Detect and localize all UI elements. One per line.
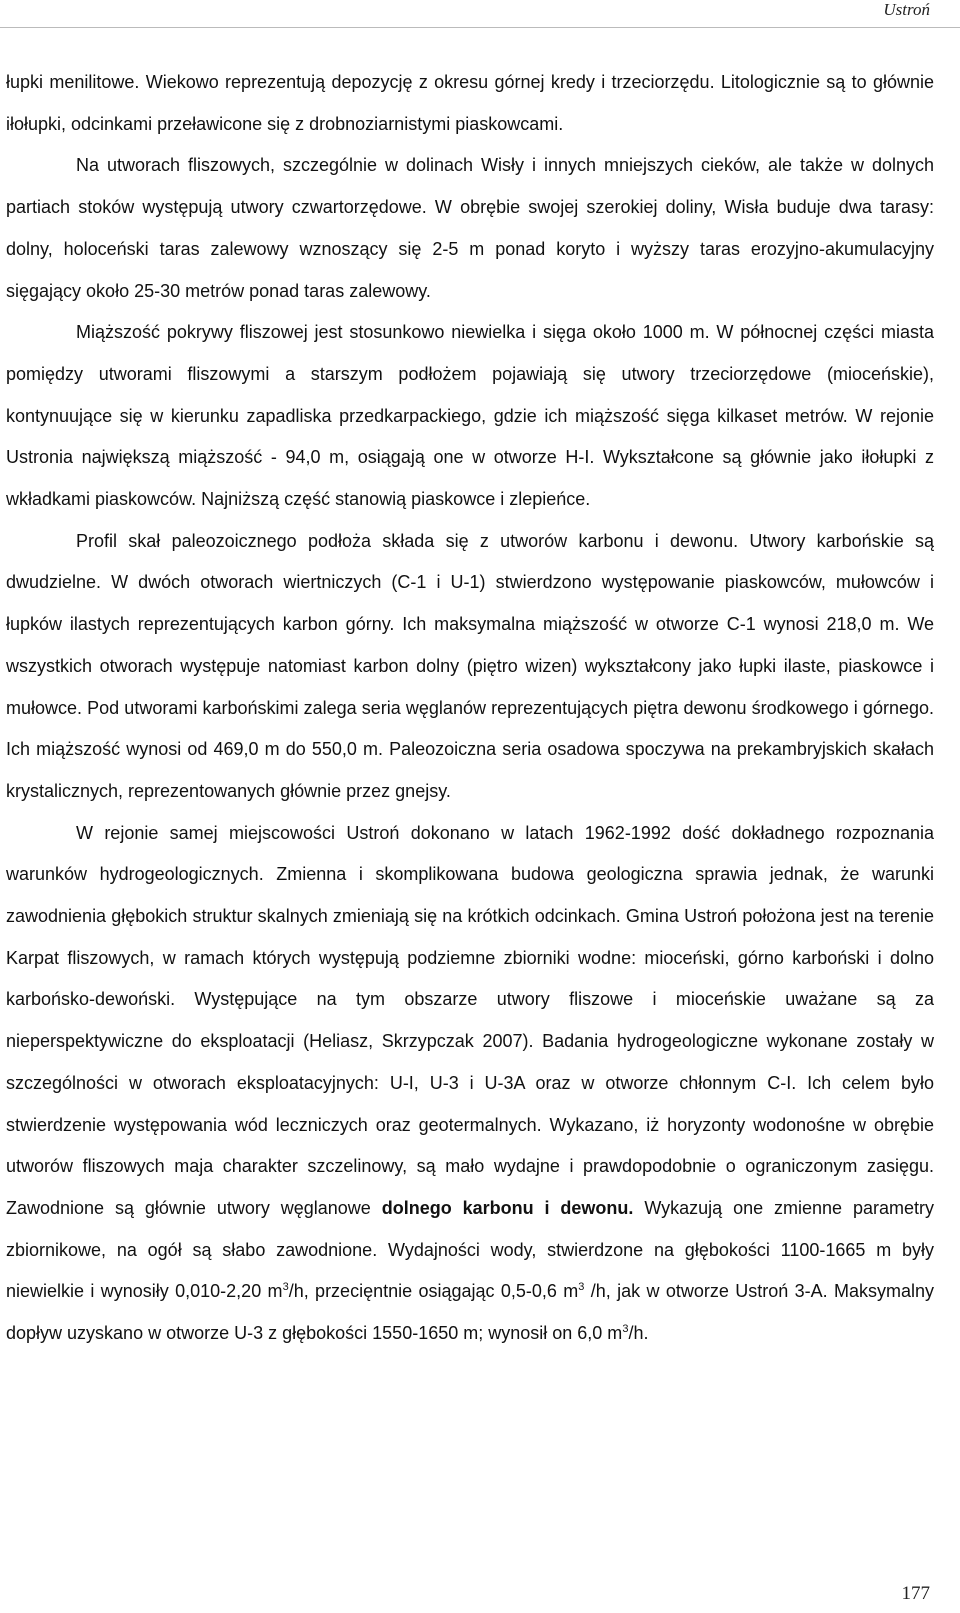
paragraph-text: Wykazują one zmienne parametry zbiornikowe, na ogół są słabo zawodnione. Wydajności wody, stwierdzone na głębokości 1100-1665 m były niewielkie i wynosiły 0,010-2,20 m: [6, 1197, 934, 1302]
superscript: 3: [282, 1281, 289, 1294]
document-body: [6, 62, 934, 1355]
paragraph-5: [6, 813, 934, 1355]
running-header: Ustroń: [883, 0, 930, 19]
paragraph-text: łupki menilitowe. Wiekowo reprezentują depozycję z okresu górnej kredy i trzeciorzędu. Litologicznie są to głównie iłołupki, odcinkami przeławicone się z drobnoziarnistymi piaskowcami.: [6, 72, 934, 134]
paragraph-text: W rejonie samej miejscowości Ustroń dokonano w latach 1962-1992 dość dokładnego rozpoznania warunków hydrogeologicznych. Zmienna i skomplikowana budowa geologiczna sprawia jednak, że warunki zawodnienia głębokich struktur skalnych zmieniają się na krótkich odcinkach. Gmina Ustroń położona jest na terenie Karpat fliszowych, w ramach których występują podziemne zbiorniki wodne: mioceński, górno karboński i dolno karbońsko-dewoński. Występujące na tym obszarze utwory fliszowe i mioceńskie uważane są za nieperspektywiczne do eksploatacji (Heliasz, Skrzypczak 2007). Badania hydrogeologiczne wykonane zostały w szczególności w otworach eksploatacyjnych: U-I, U-3 i U-3A oraz w otworze chłonnym C-I. Ich celem było stwierdzenie występowania wód leczniczych oraz geotermalnych. Wykazano, iż horyzonty wodonośne w obrębie utworów fliszowych maja charakter szczelinowy, są mało wydajne i prawdopodobnie o ograniczonym zasięgu. Zawodnione są głównie utwory węglanowe: [6, 822, 934, 1218]
paragraph-2: [6, 145, 934, 312]
paragraph-text: /h.: [628, 1323, 649, 1344]
superscript: 3: [578, 1281, 585, 1294]
paragraph-text: Miąższość pokrywy fliszowej jest stosunkowo niewielka i sięga około 1000 m. W północnej części miasta pomiędzy utworami fliszowymi a starszym podłożem pojawiają się utwory trzeciorzędowe (mioceńskie), kontynuujące się w kierunku zapadliska przedkarpackiego, gdzie ich miąższość sięga kilkaset metrów. W rejonie Ustronia największą miąższość - 94,0 m, osiągają one w otworze H-I. Wykształcone są głównie jako iłołupki z wkładkami piaskowców. Najniższą część stanowią piaskowce i zlepieńce.: [6, 322, 934, 510]
paragraph-text: Profil skał paleozoicznego podłoża składa się z utworów karbonu i dewonu. Utwory karbońskie są dwudzielne. W dwóch otworach wiertniczych (C-1 i U-1) stwierdzono występowanie piaskowców, mułowców i łupków ilastych reprezentujących karbon górny. Ich maksymalna miąższość w otworze C-1 wynosi 218,0 m. We wszystkich otworach występuje natomiast karbon dolny (piętro wizen) wykształcony jako łupki ilaste, piaskowce i mułowce. Pod utworami karbońskimi zalega seria węglanów reprezentujących piętra dewonu środkowego i górnego. Ich miąższość wynosi od 469,0 m do 550,0 m. Paleozoiczna seria osadowa spoczywa na prekambryjskich skałach krystalicznych, reprezentowanych głównie przez gnejsy.: [6, 530, 934, 801]
paragraph-3: [6, 312, 934, 521]
paragraph-1: [6, 62, 934, 145]
bold-phrase: dolnego karbonu i dewonu.: [381, 1197, 634, 1218]
header-rule: [0, 27, 960, 28]
superscript: 3: [622, 1323, 629, 1336]
paragraph-text: /h, jak w otworze Ustroń 3-A. Maksymalny dopływ uzyskano w otworze U-3 z głębokości 1550-1650 m; wynosił on 6,0 m: [6, 1281, 935, 1344]
paragraph-text: /h, przecięntnie osiągając 0,5-0,6 m: [288, 1281, 579, 1302]
page-number: 177: [901, 1583, 930, 1604]
paragraph-4: [6, 521, 934, 813]
paragraph-text: Na utworach fliszowych, szczególnie w dolinach Wisły i innych mniejszych cieków, ale także w dolnych partiach stoków występują utwory czwartorzędowe. W obrębie swojej szerokiej doliny, Wisła buduje dwa tarasy: dolny, holoceński taras zalewowy wznoszący się 2-5 m ponad koryto i wyższy taras erozyjno-akumulacyjny sięgający około 25-30 metrów ponad taras zalewowy.: [6, 155, 934, 301]
